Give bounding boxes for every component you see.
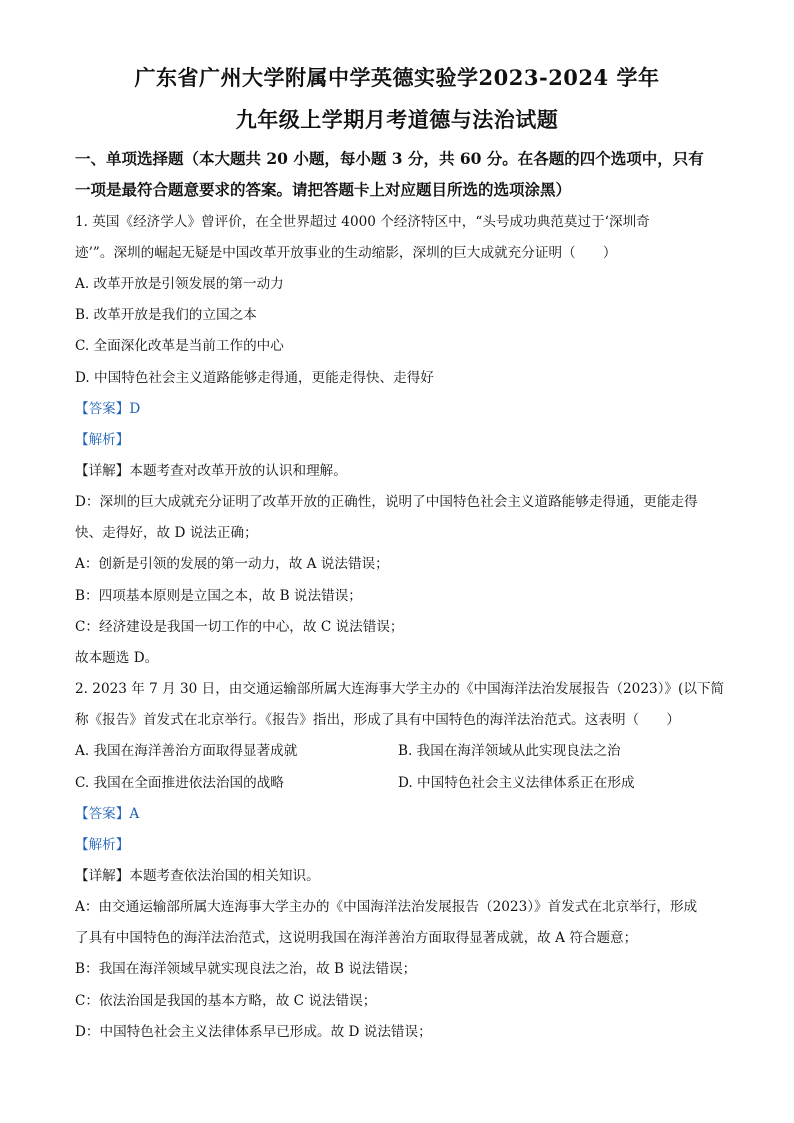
q2-answer: 【答案】A (75, 806, 140, 822)
document-title-line1: 广东省广州大学附属中学英德实验学2023-2024 学年 (134, 65, 660, 90)
q1-detail: 【详解】本题考查对改革开放的认识和理解。 (75, 463, 347, 479)
q2-option-c: C. 我国在全面推进依法治国的战略 (75, 775, 284, 791)
q1-option-d: D. 中国特色社会主义道路能够走得通，更能走得快、走得好 (75, 370, 434, 386)
q2-option-d: D. 中国特色社会主义法律体系正在形成 (398, 775, 635, 791)
q2-explain-a-line2: 了具有中国特色的海洋法治范式，这说明我国在海洋善治方面取得显著成就，故 A 符合题意； (75, 930, 638, 946)
q2-stem-line1: 2. 2023 年 7 月 30 日，由交通运输部所属大连海事大学主办的《中国海洋法治发展报告（2023）》(以下简 (75, 681, 725, 697)
q1-stem-line2: 迹’”。深圳的崛起无疑是中国改革开放事业的生动缩影，深圳的巨大成就充分证明（ ） (75, 245, 617, 261)
q1-analysis-label: 【解析】 (75, 432, 130, 448)
q1-answer: 【答案】D (75, 401, 141, 417)
q1-option-a: A. 改革开放是引领发展的第一动力 (75, 276, 284, 292)
q1-explain-c: C：经济建设是我国一切工作的中心，故 C 说法错误； (75, 619, 404, 635)
q1-explain-a: A：创新是引领的发展的第一动力，故 A 说法错误； (75, 556, 389, 572)
q2-option-b: B. 我国在海洋领域从此实现良法之治 (398, 743, 621, 759)
q2-explain-b: B：我国在海洋领域早就实现良法之治，故 B 说法错误； (75, 961, 417, 977)
q2-option-a: A. 我国在海洋善治方面取得显著成就 (75, 743, 298, 759)
q1-stem-line1: 1. 英国《经济学人》曾评价，在全世界超过 4000 个经济特区中，“头号成功典范莫过于‘深圳奇 (75, 214, 650, 230)
q1-option-c: C. 全面深化改革是当前工作的中心 (75, 338, 284, 354)
q1-explain-b: B：四项基本原则是立国之本，故 B 说法错误； (75, 588, 362, 604)
q1-explain-d-line2: 快、走得好，故 D 说法正确； (75, 525, 258, 541)
q1-conclusion: 故本题选 D。 (75, 650, 159, 666)
q2-analysis-label: 【解析】 (75, 837, 130, 853)
q1-explain-d-line1: D：深圳的巨大成就充分证明了改革开放的正确性，说明了中国特色社会主义道路能够走得通，更能走得 (75, 494, 698, 510)
q2-explain-c: C：依法治国是我国的基本方略，故 C 说法错误； (75, 993, 377, 1009)
q2-explain-d: D：中国特色社会主义法律体系早已形成。故 D 说法错误； (75, 1024, 432, 1040)
section-heading-line1: 一、单项选择题（本大题共 20 小题，每小题 3 分，共 60 分。在各题的四个选项中，只有 (75, 149, 704, 168)
document-title-line2: 九年级上学期月考道德与法治试题 (235, 107, 559, 132)
q1-option-b: B. 改革开放是我们的立国之本 (75, 307, 257, 323)
section-heading-line2: 一项是最符合题意要求的答案。请把答题卡上对应题目所选的选项涂黑） (75, 180, 572, 199)
q2-explain-a-line1: A：由交通运输部所属大连海事大学主办的《中国海洋法治发展报告（2023）》首发式在北京举行，形成 (75, 899, 698, 915)
q2-stem-line2: 称《报告》首发式在北京举行。《报告》指出，形成了具有中国特色的海洋法治范式。这表明（ ） (75, 712, 680, 728)
q2-detail: 【详解】本题考查依法治国的相关知识。 (75, 868, 320, 884)
